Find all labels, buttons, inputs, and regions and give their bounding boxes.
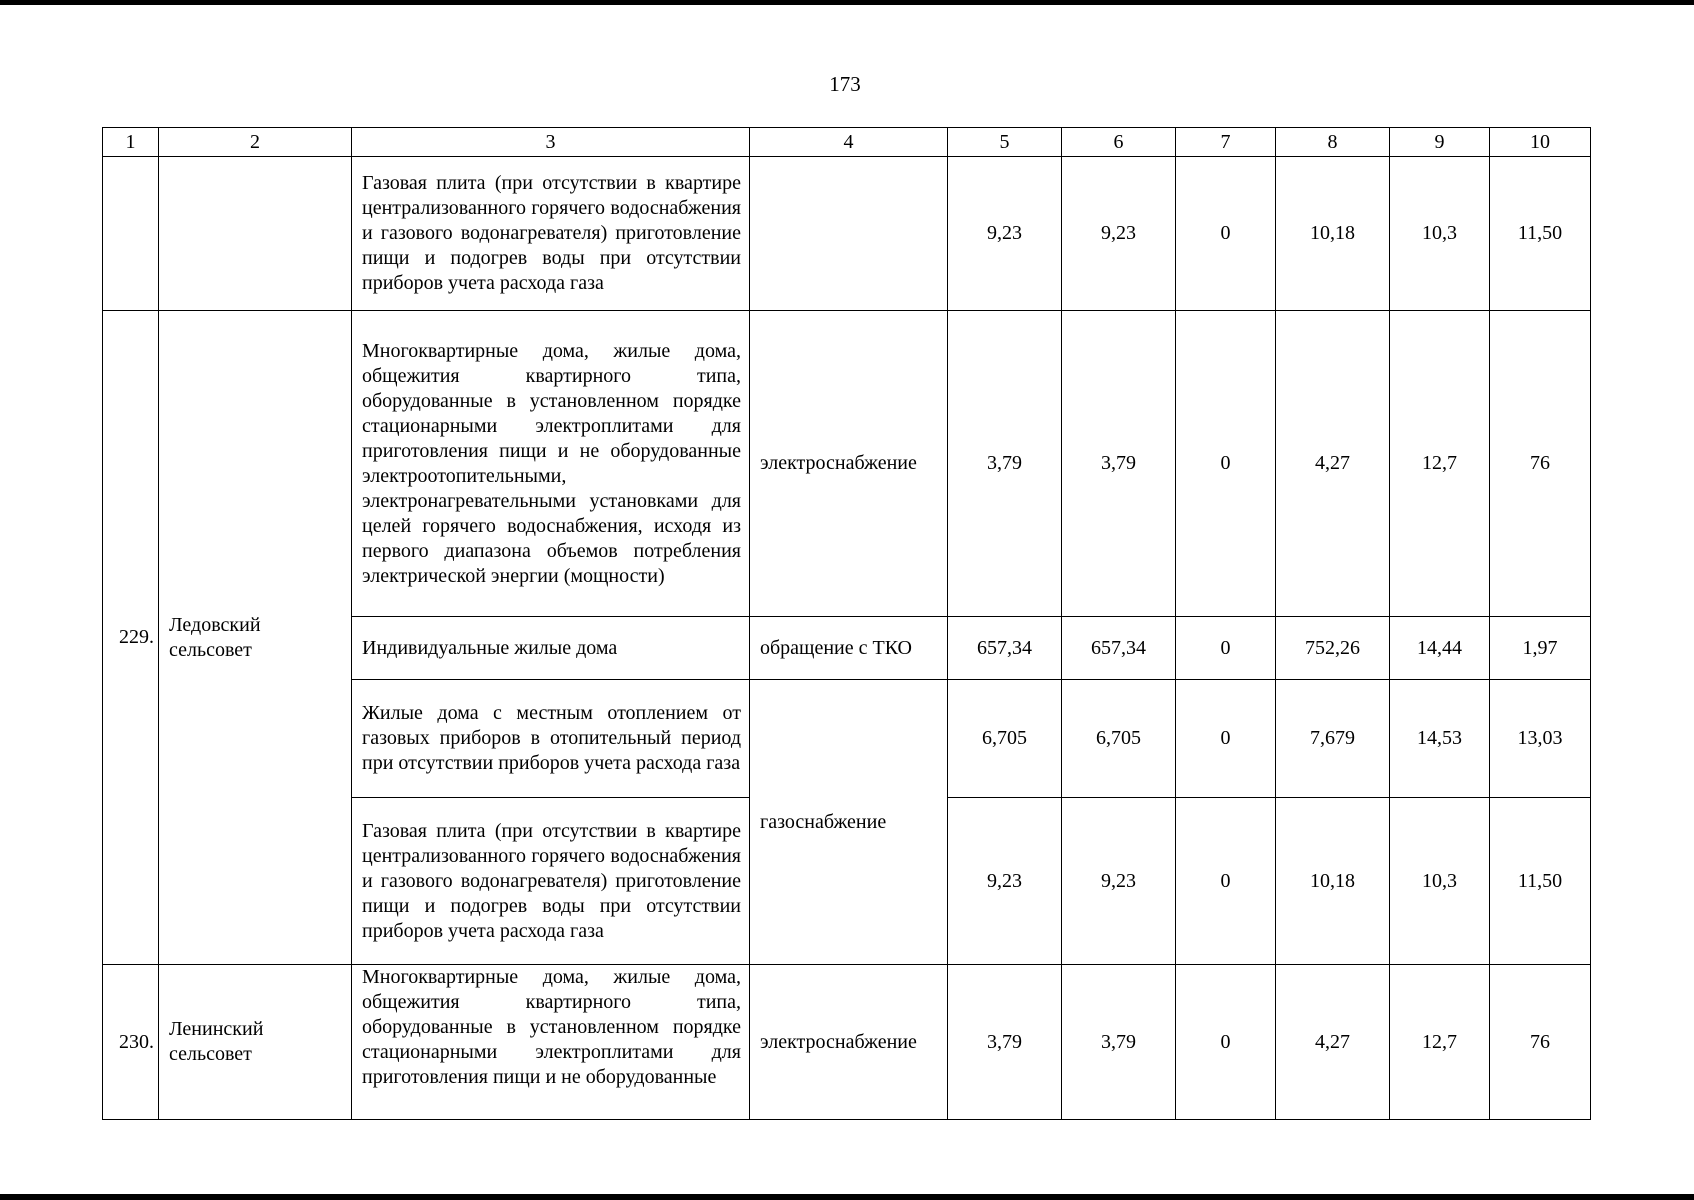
service-cell: газоснабжение [750,680,948,965]
value-cell: 3,79 [948,311,1062,617]
column-header: 8 [1276,128,1390,157]
value-cell: 0 [1176,617,1276,680]
table-row [103,965,1591,1120]
value-cell: 10,18 [1276,798,1390,965]
description-cell [352,965,750,1120]
value-cell: 13,03 [1490,680,1591,798]
column-header: 2 [159,128,352,157]
value-cell: 14,44 [1390,617,1490,680]
value-cell: 12,7 [1390,311,1490,617]
row-number-cell: 229. [103,311,159,965]
column-header: 1 [103,128,159,157]
value-cell: 0 [1176,311,1276,617]
value-cell: 0 [1176,680,1276,798]
value-cell: 76 [1490,311,1591,617]
municipality-cell: Ленинский сельсовет [159,965,352,1120]
page-number: 173 [829,72,861,96]
value-cell: 11,50 [1490,157,1591,311]
value-cell: 14,53 [1390,680,1490,798]
value-cell: 0 [1176,798,1276,965]
value-cell: 7,679 [1276,680,1390,798]
description-cell: Жилые дома с местным отоплением от газовых приборов в отопительный период при отсутствии приборов учета расхода газа [352,680,750,798]
column-header: 5 [948,128,1062,157]
column-header: 10 [1490,128,1591,157]
description-text: Многоквартирные дома, жилые дома, общежития квартирного типа, оборудованные в установленном порядке стационарными электроплитами для приготовления пищи и не оборудованные [362,966,741,1088]
row-number-cell: 230. [103,965,159,1120]
column-header: 7 [1176,128,1276,157]
value-cell: 9,23 [1062,798,1176,965]
description-cell: Газовая плита (при отсутствии в квартире централизованного горячего водоснабжения и газового водонагревателя) приготовление пищи и подогрев воды при отсутствии приборов учета расхода газа [352,798,750,965]
description-cell: Многоквартирные дома, жилые дома, общежития квартирного типа, оборудованные в установленном порядке стационарными электроплитами для приготовления пищи и не оборудованные электроотопительными, электронагревательными установками для целей горячего водоснабжения, исходя из первого диапазона объемов потребления электрической энергии (мощности) [352,311,750,617]
service-cell: обращение с ТКО [750,617,948,680]
description-cell: Газовая плита (при отсутствии в квартире централизованного горячего водоснабжения и газового водонагревателя) приготовление пищи и подогрев воды при отсутствии приборов учета расхода газа [352,157,750,311]
value-cell: 3,79 [1062,311,1176,617]
municipality-cell [159,157,352,311]
value-cell: 657,34 [1062,617,1176,680]
value-cell: 657,34 [948,617,1062,680]
value-cell: 3,79 [1062,965,1176,1120]
column-header: 6 [1062,128,1176,157]
value-cell: 0 [1176,157,1276,311]
value-cell: 11,50 [1490,798,1591,965]
value-cell: 76 [1490,965,1591,1120]
value-cell: 4,27 [1276,311,1390,617]
page-bottom-edge [0,1194,1694,1200]
tariff-table [102,127,1591,1120]
value-cell: 0 [1176,965,1276,1120]
column-header: 4 [750,128,948,157]
column-header: 9 [1390,128,1490,157]
table-row [103,157,1591,311]
value-cell: 9,23 [948,157,1062,311]
table-header-row [103,128,1591,157]
service-cell: электроснабжение [750,311,948,617]
value-cell: 752,26 [1276,617,1390,680]
value-cell: 6,705 [948,680,1062,798]
value-cell: 4,27 [1276,965,1390,1120]
value-cell: 9,23 [948,798,1062,965]
value-cell: 10,3 [1390,157,1490,311]
value-cell: 10,3 [1390,798,1490,965]
table-row [103,311,1591,617]
column-header: 3 [352,128,750,157]
value-cell: 12,7 [1390,965,1490,1120]
service-cell: электроснабжение [750,965,948,1120]
value-cell: 10,18 [1276,157,1390,311]
value-cell: 3,79 [948,965,1062,1120]
municipality-cell: Ледовский сельсовет [159,311,352,965]
value-cell: 6,705 [1062,680,1176,798]
row-number-cell [103,157,159,311]
description-cell: Индивидуальные жилые дома [352,617,750,680]
value-cell: 9,23 [1062,157,1176,311]
page-top-edge [0,0,1694,5]
service-cell [750,157,948,311]
value-cell: 1,97 [1490,617,1591,680]
